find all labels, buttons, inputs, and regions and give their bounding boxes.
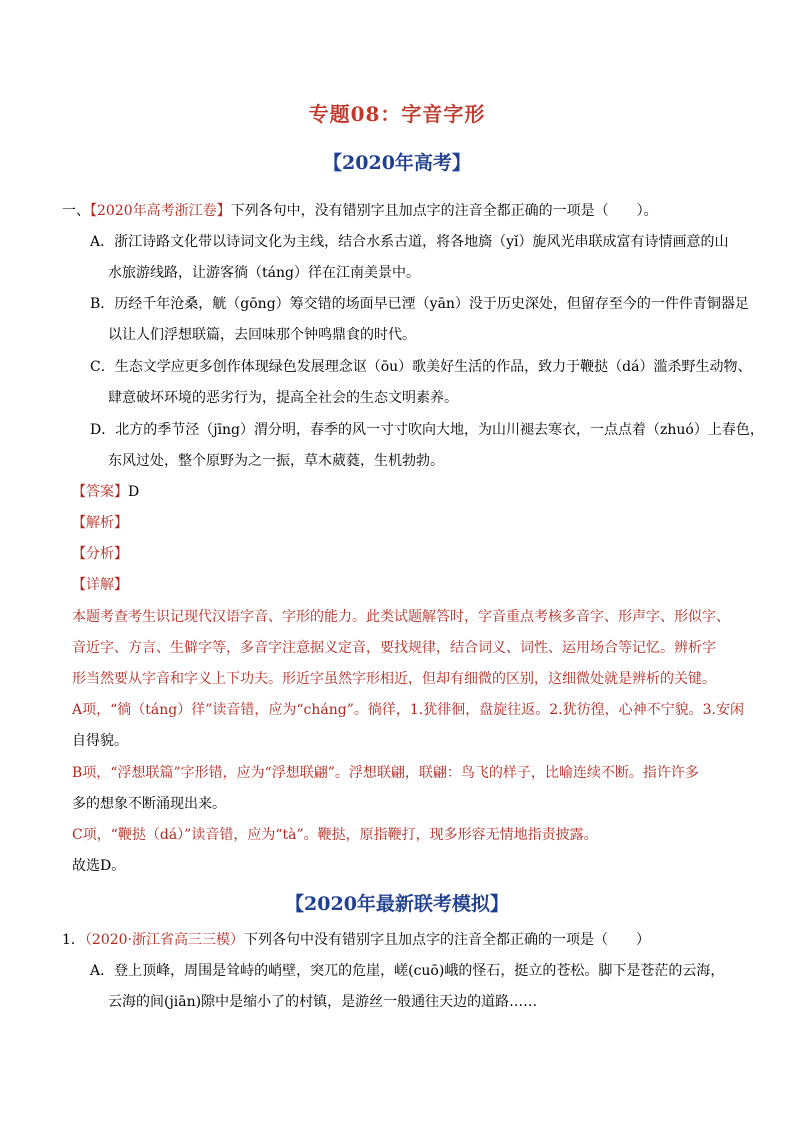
explanation-c-line1: C项，“鞭挞（dá）”读音错，应为“tà”。鞭挞，原指鞭打，现多形容无情地指责披露。: [72, 827, 598, 843]
analysis-label: 【解析】: [72, 515, 128, 531]
q2-option-a-line2: 云海的间(jiān)隙中是缩小了的村镇，是游丝一般通往天边的道路……: [108, 994, 538, 1010]
question-1-text: 下列各句中，没有错别字且加点字的注音全都正确的一项是（ ）。: [230, 203, 658, 219]
explanation-b-line2: 多的想象不断涌现出来。: [72, 796, 226, 812]
section-heading-2020-gaokao: 【2020年高考】: [323, 152, 471, 174]
question-2-source: （2020·浙江省高三三模）: [84, 932, 245, 948]
explanation-b-line1: B项，“浮想联篇”字形错，应为“浮想联翩”。浮想联翩，联翩：鸟飞的样子，比喻连续不断。指许许多: [72, 765, 699, 781]
page-title: 专题08：字音字形: [308, 102, 486, 126]
detail-label: 【详解】: [72, 577, 128, 593]
option-c-line1: C．生态文学应更多创作体现绿色发展理念讴（ōu）歌美好生活的作品，致力于鞭挞（dá）滥杀野生动物、: [90, 359, 752, 375]
explanation-a-line1: A项，“徜（táng）徉”读音错，应为“cháng”。徜徉，1.犹徘徊，盘旋往返。2.犹彷徨，心神不宁貌。3.安闲: [72, 702, 744, 718]
option-a-line1: A．浙江诗路文化带以诗词文化为主线，结合水系古道，将各地旖（yǐ）旎风光串联成富有诗情画意的山: [90, 234, 729, 250]
question-1-prefix: 一、: [62, 203, 90, 219]
conclusion: 故选D。: [72, 858, 126, 874]
option-d-line1: D．北方的季节泾（jīng）渭分明，春季的风一寸寸吹向大地，为山川褪去寒衣，一点点着（zhuó）上春色，: [90, 422, 764, 438]
q2-option-a-line1: A．登上顶峰，周围是耸峙的峭壁，突兀的危崖，嵯(cuō)峨的怪石，挺立的苍松。脚下是苍茫的云海，: [90, 963, 725, 979]
answer-row: [72, 483, 139, 501]
answer-label: 【答案】: [72, 484, 128, 500]
option-b-line2: 以让人们浮想联篇，去回味那个钟鸣鼎食的时代。: [108, 327, 416, 343]
fenxi-label: 【分析】: [72, 546, 128, 562]
option-c-line2: 肆意破坏环境的恶劣行为，提高全社会的生态文明素养。: [108, 390, 458, 406]
question-1-source: 【2020年高考浙江卷】: [90, 203, 231, 219]
section-heading-2020-mock: 【2020年最新联考模拟】: [285, 893, 509, 915]
option-d-line2: 东风过处，整个原野为之一振，草木葳蕤，生机勃勃。: [108, 453, 444, 469]
detail-line-3: 形当然要从字音和字义上下功夫。形近字虽然字形相近，但却有细微的区别，这细微处就是辨析的关键。: [72, 671, 716, 687]
question-1-stem: [62, 202, 658, 220]
answer-value: D: [128, 484, 140, 500]
explanation-a-line2: 自得貌。: [72, 733, 128, 749]
question-2-number: 1．: [62, 932, 85, 948]
option-a-line2: 水旅游线路，让游客徜（táng）徉在江南美景中。: [108, 265, 420, 281]
detail-line-2: 音近字、方言、生僻字等，多音字注意据义定音，要找规律，结合词义、词性、运用场合等记忆。辨析字: [72, 640, 716, 656]
question-2-text: 下列各句中没有错别字且加点字的注音全都正确的一项是（ ）: [244, 932, 651, 948]
detail-line-1: 本题考查考生识记现代汉语字音、字形的能力。此类试题解答时，字音重点考核多音字、形声字、形似字、: [72, 609, 730, 625]
question-2-stem: [62, 931, 650, 949]
option-b-line1: B．历经千年沧桑，觥（gōng）筹交错的场面早已湮（yān）没于历史深处，但留存至今的一件件青铜器足: [90, 296, 749, 312]
